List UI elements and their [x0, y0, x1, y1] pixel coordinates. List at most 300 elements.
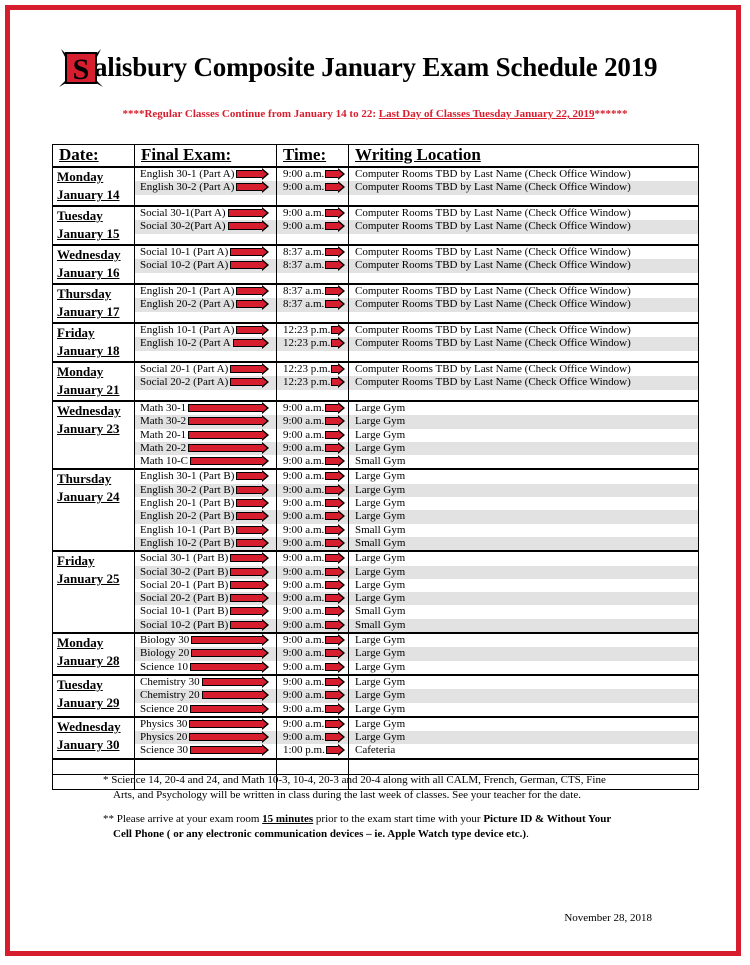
exam-time: 9:00 a.m. [283, 565, 325, 578]
location-cell [349, 206, 699, 245]
arrow-icon [190, 457, 263, 465]
exam-name: Social 20-1 (Part A) [140, 363, 229, 375]
arrow-icon [325, 499, 339, 507]
arrow-icon [236, 183, 263, 191]
exam-name: Social 10-1 (Part B) [140, 605, 229, 618]
arrow-icon [325, 222, 339, 230]
day-cell [53, 469, 135, 551]
day-cell [53, 362, 135, 401]
arrow-icon [230, 554, 263, 562]
blank-cell [135, 759, 277, 775]
exam-location: Computer Rooms TBD by Last Name (Check Office Window) [355, 181, 631, 194]
time-cell [277, 633, 349, 675]
note2-prefix: ** Please arrive at your exam room [103, 813, 263, 825]
exam-name: Science 30 [140, 744, 188, 757]
arrow-icon [325, 444, 339, 452]
arrow-icon [331, 339, 339, 347]
blank-cell [349, 759, 699, 775]
exam-name: Physics 20 [140, 731, 188, 744]
exam-name: Science 20 [140, 702, 188, 715]
day-cell [53, 717, 135, 759]
arrow-icon [325, 539, 339, 547]
exam-time: 9:00 a.m. [283, 207, 325, 219]
time-cell [277, 401, 349, 469]
date: January 29 [57, 694, 120, 710]
arrow-icon [236, 526, 263, 534]
exam-location: Large Gym [355, 647, 406, 660]
arrow-icon [188, 417, 263, 425]
arrow-icon [325, 678, 339, 686]
exam-name: English 30-2 (Part B) [140, 483, 235, 496]
exam-time: 9:00 a.m. [283, 660, 325, 673]
exam-time: 9:00 a.m. [283, 618, 325, 631]
date: January 17 [57, 304, 120, 319]
arrow-icon [236, 512, 263, 520]
arrow-icon [325, 431, 339, 439]
date: January 30 [57, 736, 120, 752]
exam-location: Computer Rooms TBD by Last Name (Check Office Window) [355, 259, 631, 272]
exam-location: Small Gym [355, 605, 406, 618]
exam-location: Computer Rooms TBD by Last Name (Check Office Window) [355, 298, 631, 311]
exam-location: Large Gym [355, 717, 406, 730]
arrow-icon [325, 691, 339, 699]
arrow-icon [331, 326, 339, 334]
arrival-minutes: 15 minutes [262, 813, 314, 825]
exam-time: 9:00 a.m. [283, 689, 325, 702]
exam-cell [135, 206, 277, 245]
arrow-icon [236, 287, 263, 295]
arrow-icon [230, 607, 263, 615]
day-cell [53, 284, 135, 323]
exam-location: Large Gym [355, 578, 406, 591]
blank-row [53, 759, 699, 775]
arrow-icon [236, 539, 263, 547]
day-cell [53, 633, 135, 675]
subtitle-prefix: ****Regular Classes Continue from January 14 to 22: [122, 108, 379, 120]
exam-cell [135, 469, 277, 551]
exam-location: Large Gym [355, 592, 406, 605]
weekday: Monday [57, 364, 104, 379]
schedule-day-row [53, 323, 699, 362]
schedule-day-row [53, 675, 699, 717]
arrow-icon [236, 486, 263, 494]
weekday: Wednesday [57, 247, 121, 262]
exam-time: 9:00 a.m. [283, 552, 325, 565]
exam-time: 9:00 a.m. [283, 578, 325, 591]
note2-id-requirement: Picture ID & Without Your [483, 813, 612, 825]
arrow-icon [325, 261, 339, 269]
arrow-icon [325, 417, 339, 425]
exam-location: Large Gym [355, 689, 406, 702]
day-cell [53, 245, 135, 284]
exam-location: Large Gym [355, 552, 406, 565]
schedule-day-row [53, 284, 699, 323]
exam-name: Math 20-2 [140, 441, 187, 454]
subtitle-notice [0, 108, 750, 120]
exam-cell [135, 362, 277, 401]
arrow-icon [325, 720, 339, 728]
arrow-icon [325, 248, 339, 256]
note2-end: . [526, 828, 529, 840]
blank-cell [277, 759, 349, 775]
schedule-day-row [53, 469, 699, 551]
arrow-icon [325, 287, 339, 295]
exam-location: Large Gym [355, 675, 406, 688]
subtitle-suffix: ****** [594, 108, 628, 120]
exam-time: 9:00 a.m. [283, 702, 325, 715]
location-cell [349, 284, 699, 323]
table-header-row [53, 145, 699, 168]
exam-location: Large Gym [355, 660, 406, 673]
exam-location: Large Gym [355, 415, 406, 428]
date: January 23 [57, 421, 120, 436]
day-cell [53, 323, 135, 362]
exam-name: English 10-2 (Part B) [140, 536, 235, 549]
exam-time: 9:00 a.m. [283, 536, 325, 549]
exam-time: 9:00 a.m. [283, 415, 325, 428]
weekday: Monday [57, 635, 104, 651]
exam-cell [135, 323, 277, 362]
day-cell [53, 167, 135, 206]
weekday: Monday [57, 169, 104, 184]
arrow-icon [202, 678, 263, 686]
exam-name: Social 30-1 (Part B) [140, 552, 229, 565]
exam-location: Large Gym [355, 441, 406, 454]
exam-location: Large Gym [355, 510, 406, 523]
exam-location: Computer Rooms TBD by Last Name (Check Office Window) [355, 285, 631, 297]
exam-time: 1:00 p.m. [283, 744, 325, 757]
exam-cell [135, 717, 277, 759]
exam-location: Small Gym [355, 618, 406, 631]
exam-name: English 20-1 (Part A) [140, 285, 235, 297]
arrow-icon [233, 339, 263, 347]
arrow-icon [325, 581, 339, 589]
date: January 15 [57, 226, 120, 241]
weekday: Friday [57, 553, 95, 569]
exam-name: Chemistry 30 [140, 675, 200, 688]
arrow-icon [325, 404, 339, 412]
time-cell [277, 469, 349, 551]
arrow-icon [230, 568, 263, 576]
location-cell [349, 717, 699, 759]
arrow-icon [228, 222, 263, 230]
arrow-icon [325, 636, 339, 644]
schedule-day-row [53, 717, 699, 759]
schedule-day-row [53, 167, 699, 206]
exam-time: 9:00 a.m. [283, 483, 325, 496]
exam-time: 12:23 p.m. [283, 363, 331, 375]
exam-name: Social 20-1 (Part B) [140, 578, 229, 591]
schedule-day-row [53, 551, 699, 633]
time-cell [277, 323, 349, 362]
exam-name: English 30-1 (Part A) [140, 168, 235, 180]
exam-time: 9:00 a.m. [283, 675, 325, 688]
exam-location: Large Gym [355, 483, 406, 496]
time-cell [277, 245, 349, 284]
date: January 21 [57, 382, 120, 397]
exam-cell [135, 675, 277, 717]
exam-time: 8:37 a.m. [283, 285, 325, 297]
header-writing-location: Writing Location [349, 145, 699, 168]
exam-name: English 10-2 (Part A [140, 337, 231, 350]
exam-location: Large Gym [355, 402, 406, 414]
exam-name: Physics 30 [140, 717, 188, 730]
location-cell [349, 401, 699, 469]
blank-cell [53, 759, 135, 775]
arrow-icon [325, 457, 339, 465]
exam-cell [135, 245, 277, 284]
date: January 18 [57, 343, 120, 358]
weekday: Wednesday [57, 403, 121, 418]
schedule-day-row [53, 206, 699, 245]
exam-time: 12:23 p.m. [283, 324, 331, 336]
time-cell [277, 284, 349, 323]
exam-time: 9:00 a.m. [283, 181, 325, 194]
exam-location: Large Gym [355, 565, 406, 578]
header-final-exam: Final Exam: [135, 145, 277, 168]
arrow-icon [236, 472, 263, 480]
schedule-day-row [53, 633, 699, 675]
exam-location: Computer Rooms TBD by Last Name (Check Office Window) [355, 246, 631, 258]
exam-location: Computer Rooms TBD by Last Name (Check Office Window) [355, 168, 631, 180]
exam-name: English 30-1 (Part B) [140, 470, 235, 483]
exam-location: Computer Rooms TBD by Last Name (Check Office Window) [355, 337, 631, 350]
exam-cell [135, 284, 277, 323]
schedule-day-row [53, 362, 699, 401]
note2-mid: prior to the exam start time with your [313, 813, 484, 825]
document-date: November 28, 2018 [564, 912, 652, 924]
arrow-icon [230, 378, 263, 386]
location-cell [349, 675, 699, 717]
weekday: Thursday [57, 286, 112, 301]
weekday: Wednesday [57, 718, 121, 734]
exam-time: 9:00 a.m. [283, 592, 325, 605]
svg-text:S: S [72, 53, 90, 86]
arrow-icon [236, 170, 263, 178]
exam-name: Social 10-2 (Part A) [140, 259, 229, 272]
exam-time: 9:00 a.m. [283, 402, 325, 414]
arrow-icon [325, 183, 339, 191]
time-cell [277, 551, 349, 633]
page-title: alisbury Composite January Exam Schedule 2019 [94, 52, 658, 82]
exam-name: Social 30-2(Part A) [140, 220, 226, 233]
exam-time: 9:00 a.m. [283, 497, 325, 510]
arrow-icon [189, 733, 263, 741]
location-cell [349, 245, 699, 284]
exam-time: 9:00 a.m. [283, 168, 325, 180]
exam-time: 8:37 a.m. [283, 298, 325, 311]
arrow-icon [325, 170, 339, 178]
arrow-icon [230, 621, 263, 629]
exam-name: English 10-1 (Part B) [140, 523, 235, 536]
exam-cell [135, 167, 277, 206]
weekday: Tuesday [57, 208, 103, 223]
arrow-icon [228, 209, 263, 217]
arrow-icon [188, 431, 263, 439]
day-cell [53, 206, 135, 245]
arrow-icon [190, 746, 263, 754]
arrow-icon [326, 746, 339, 754]
arrow-icon [325, 594, 339, 602]
exam-time: 9:00 a.m. [283, 470, 325, 483]
last-day-of-classes: Last Day of Classes Tuesday January 22, 2019 [378, 108, 595, 120]
exam-location: Computer Rooms TBD by Last Name (Check Office Window) [355, 376, 631, 389]
exam-location: Small Gym [355, 523, 406, 536]
time-cell [277, 675, 349, 717]
exam-location: Computer Rooms TBD by Last Name (Check Office Window) [355, 363, 631, 375]
exam-name: Social 30-1(Part A) [140, 207, 226, 219]
exam-name: English 20-2 (Part A) [140, 298, 235, 311]
exam-time: 9:00 a.m. [283, 634, 325, 647]
arrow-icon [236, 499, 263, 507]
exam-name: Math 30-2 [140, 415, 187, 428]
arrow-icon [188, 404, 263, 412]
date: January 14 [57, 187, 120, 202]
location-cell [349, 551, 699, 633]
exam-location: Large Gym [355, 731, 406, 744]
arrow-icon [325, 554, 339, 562]
exam-time: 8:37 a.m. [283, 246, 325, 258]
exam-name: Biology 20 [140, 647, 190, 660]
weekday: Friday [57, 325, 95, 340]
arrow-icon [331, 365, 339, 373]
exam-name: English 20-1 (Part B) [140, 497, 235, 510]
arrow-icon [236, 326, 263, 334]
exam-time: 9:00 a.m. [283, 455, 325, 468]
note-arrival [103, 812, 663, 842]
arrow-icon [325, 209, 339, 217]
exam-name: Math 20-1 [140, 428, 187, 441]
schedule-day-row [53, 245, 699, 284]
arrow-icon [325, 512, 339, 520]
location-cell [349, 633, 699, 675]
arrow-icon [325, 526, 339, 534]
exam-time: 12:23 p.m. [283, 337, 331, 350]
exam-location: Computer Rooms TBD by Last Name (Check Office Window) [355, 324, 631, 336]
footnotes [103, 773, 663, 851]
time-cell [277, 167, 349, 206]
location-cell [349, 167, 699, 206]
exam-location: Large Gym [355, 634, 406, 647]
exam-time: 9:00 a.m. [283, 510, 325, 523]
exam-location: Computer Rooms TBD by Last Name (Check Office Window) [355, 220, 631, 233]
exam-name: English 30-2 (Part A) [140, 181, 235, 194]
location-cell [349, 469, 699, 551]
arrow-icon [325, 486, 339, 494]
exam-time: 9:00 a.m. [283, 647, 325, 660]
arrow-icon [325, 621, 339, 629]
exam-name: English 10-1 (Part A) [140, 324, 235, 336]
exam-location: Large Gym [355, 428, 406, 441]
note1-line2: Arts, and Psychology will be written in class during the last week of classes. See your teacher for the date. [113, 789, 581, 801]
exam-name: Social 10-2 (Part B) [140, 618, 229, 631]
exam-location: Large Gym [355, 497, 406, 510]
header-date: Date: [53, 145, 135, 168]
arrow-icon [325, 607, 339, 615]
exam-time: 9:00 a.m. [283, 731, 325, 744]
exam-name: Social 10-1 (Part A) [140, 246, 229, 258]
day-cell [53, 401, 135, 469]
date: January 25 [57, 571, 120, 587]
time-cell [277, 362, 349, 401]
date: January 16 [57, 265, 120, 280]
note1-line1: * Science 14, 20-4 and 24, and Math 10-3, 10-4, 20-3 and 20-4 along with all CALM, French, German, CTS, Fine [103, 774, 606, 786]
exam-name: English 20-2 (Part B) [140, 510, 235, 523]
arrow-icon [190, 705, 263, 713]
arrow-icon [325, 300, 339, 308]
time-cell [277, 206, 349, 245]
day-cell [53, 551, 135, 633]
exam-location: Large Gym [355, 470, 406, 483]
exam-cell [135, 401, 277, 469]
exam-time: 12:23 p.m. [283, 376, 331, 389]
exam-location: Large Gym [355, 702, 406, 715]
arrow-icon [230, 581, 263, 589]
exam-cell [135, 551, 277, 633]
exam-name: Social 20-2 (Part B) [140, 592, 229, 605]
exam-time: 8:37 a.m. [283, 259, 325, 272]
location-cell [349, 323, 699, 362]
arrow-icon [191, 636, 263, 644]
exam-time: 9:00 a.m. [283, 717, 325, 730]
arrow-icon [325, 568, 339, 576]
exam-time: 9:00 a.m. [283, 523, 325, 536]
arrow-icon [325, 472, 339, 480]
arrow-icon [190, 663, 263, 671]
date: January 24 [57, 489, 120, 505]
exam-name: Social 30-2 (Part B) [140, 565, 229, 578]
arrow-icon [202, 691, 263, 699]
note2-line2: Cell Phone ( or any electronic communication devices – ie. Apple Watch type device etc.) [113, 828, 527, 840]
time-cell [277, 717, 349, 759]
arrow-icon [188, 444, 263, 452]
arrow-icon [230, 594, 263, 602]
date: January 28 [57, 653, 120, 669]
arrow-icon [325, 733, 339, 741]
schedule-day-row [53, 401, 699, 469]
arrow-icon [230, 365, 263, 373]
exam-time: 9:00 a.m. [283, 220, 325, 233]
exam-name: Social 20-2 (Part A) [140, 376, 229, 389]
arrow-icon [236, 300, 263, 308]
exam-schedule-table [52, 144, 699, 790]
arrow-icon [325, 649, 339, 657]
exam-name: Chemistry 20 [140, 689, 200, 702]
note-in-class-exams [103, 773, 663, 803]
exam-time: 9:00 a.m. [283, 441, 325, 454]
arrow-icon [325, 705, 339, 713]
arrow-icon [189, 720, 263, 728]
location-cell [349, 362, 699, 401]
exam-cell [135, 633, 277, 675]
exam-location: Cafeteria [355, 744, 396, 757]
weekday: Thursday [57, 471, 112, 487]
exam-location: Computer Rooms TBD by Last Name (Check Office Window) [355, 207, 631, 219]
exam-name: Math 30-1 [140, 402, 187, 414]
exam-location: Small Gym [355, 536, 406, 549]
arrow-icon [230, 248, 263, 256]
exam-name: Math 10-C [140, 455, 188, 468]
arrow-icon [191, 649, 263, 657]
exam-location: Small Gym [355, 455, 406, 468]
exam-name: Science 10 [140, 660, 188, 673]
arrow-icon [325, 663, 339, 671]
day-cell [53, 675, 135, 717]
exam-name: Biology 30 [140, 634, 190, 647]
header-time: Time: [277, 145, 349, 168]
exam-time: 9:00 a.m. [283, 605, 325, 618]
arrow-icon [331, 378, 339, 386]
